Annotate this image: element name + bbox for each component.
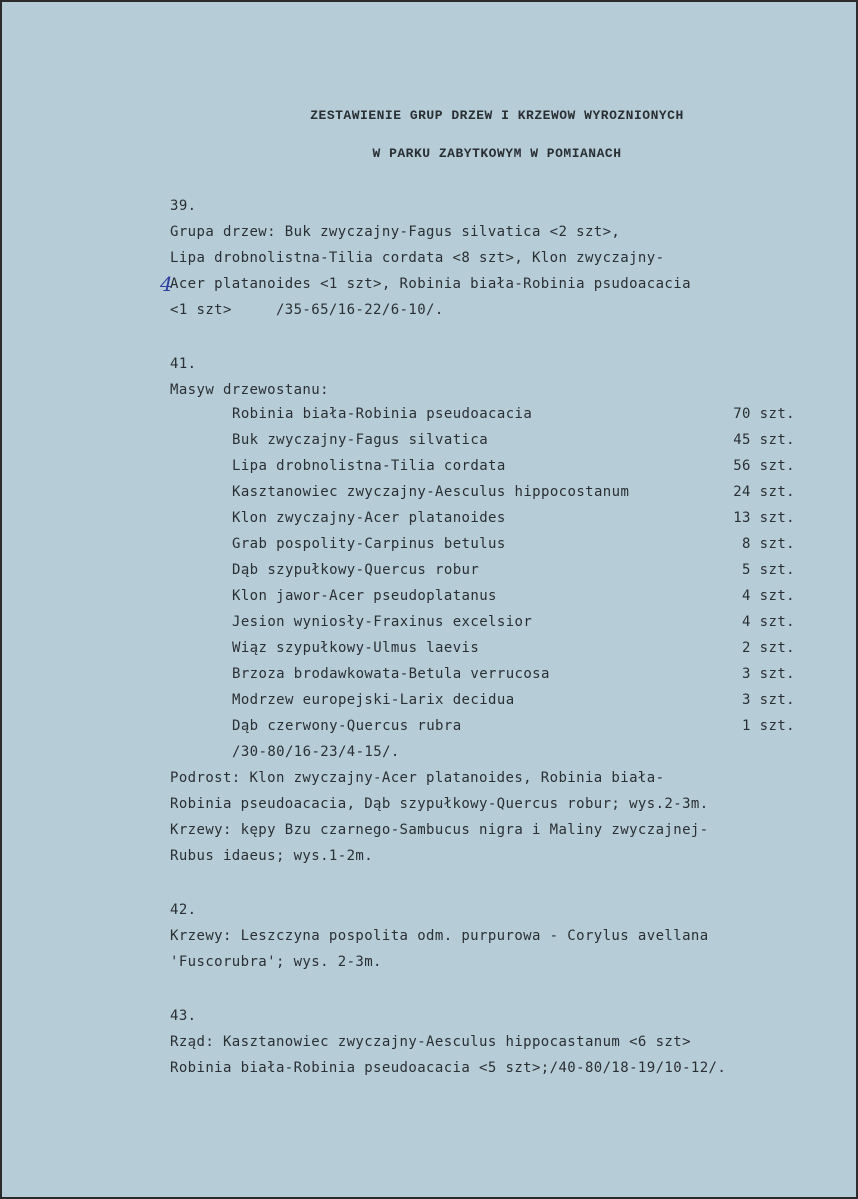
species-name: Jesion wyniosły-Fraxinus excelsior <box>232 614 533 630</box>
section-41-heading: Masyw drzewostanu: <box>170 382 329 398</box>
species-qty: 3 szt. <box>742 666 795 682</box>
species-name: Modrzew europejski-Larix decidua <box>232 692 515 708</box>
document-title-line-2: W PARKU ZABYTKOWYM W POMIANACH <box>372 146 622 161</box>
section-39-line-1: Grupa drzew: Buk zwyczajny-Fagus silvatica <2 szt>, <box>170 224 621 240</box>
species-name: Robinia biała-Robinia pseudoacacia <box>232 406 533 422</box>
species-name: Klon zwyczajny-Acer platanoides <box>232 510 506 526</box>
section-41-line-2: Robinia pseudoacacia, Dąb szypułkowy-Quercus robur; wys.2-3m. <box>170 796 709 812</box>
species-row <box>232 432 795 448</box>
section-41-line-1: Podrost: Klon zwyczajny-Acer platanoides, Robinia biała- <box>170 770 665 786</box>
section-42-line-2: 'Fuscorubra'; wys. 2-3m. <box>170 954 382 970</box>
species-row <box>232 588 795 604</box>
species-row <box>232 458 795 474</box>
species-qty: 2 szt. <box>742 640 795 656</box>
document-title-line-1: ZESTAWIENIE GRUP DRZEW I KRZEWOW WYROZNIONYCH <box>310 108 684 123</box>
species-name: Buk zwyczajny-Fagus silvatica <box>232 432 489 448</box>
species-row <box>232 562 795 578</box>
section-43-line-2: Robinia biała-Robinia pseudoacacia <5 szt>;/40-80/18-19/10-12/. <box>170 1060 727 1076</box>
section-39-line-3: Acer platanoides <1 szt>, Robinia biała-Robinia psudoacacia <box>170 276 691 292</box>
species-row <box>232 406 795 422</box>
section-41-number: 41. <box>170 356 197 372</box>
species-row <box>232 510 795 526</box>
species-row <box>232 666 795 682</box>
species-qty: 24 szt. <box>733 484 795 500</box>
handwritten-mark: 4 <box>160 272 173 296</box>
species-qty: 45 szt. <box>733 432 795 448</box>
species-name: Wiąz szypułkowy-Ulmus laevis <box>232 640 480 656</box>
species-qty: 56 szt. <box>733 458 795 474</box>
species-name: Dąb szypułkowy-Quercus robur <box>232 562 480 578</box>
section-41-line-3: Krzewy: kępy Bzu czarnego-Sambucus nigra i Maliny zwyczajnej- <box>170 822 709 838</box>
species-qty: 13 szt. <box>733 510 795 526</box>
species-name: Brzoza brodawkowata-Betula verrucosa <box>232 666 550 682</box>
species-name: Grab pospolity-Carpinus betulus <box>232 536 506 552</box>
section-41-line-4: Rubus idaeus; wys.1-2m. <box>170 848 374 864</box>
section-43-number: 43. <box>170 1008 197 1024</box>
species-row <box>232 614 795 630</box>
species-name: Lipa drobnolistna-Tilia cordata <box>232 458 506 474</box>
species-qty: 70 szt. <box>733 406 795 422</box>
species-name: Kasztanowiec zwyczajny-Aesculus hippocostanum <box>232 484 630 500</box>
species-qty: 3 szt. <box>742 692 795 708</box>
section-41-dimensions: /30-80/16-23/4-15/. <box>232 744 400 760</box>
species-qty: 8 szt. <box>742 536 795 552</box>
species-row <box>232 640 795 656</box>
species-name: Klon jawor-Acer pseudoplatanus <box>232 588 497 604</box>
section-39-line-2: Lipa drobnolistna-Tilia cordata <8 szt>, Klon zwyczajny- <box>170 250 665 266</box>
species-row <box>232 692 795 708</box>
species-qty: 4 szt. <box>742 614 795 630</box>
section-43-line-1: Rząd: Kasztanowiec zwyczajny-Aesculus hippocastanum <6 szt> <box>170 1034 691 1050</box>
species-row <box>232 536 795 552</box>
species-qty: 5 szt. <box>742 562 795 578</box>
species-name: Dąb czerwony-Quercus rubra <box>232 718 462 734</box>
section-42-number: 42. <box>170 902 197 918</box>
section-39-number: 39. <box>170 198 197 214</box>
section-39-line-4: <1 szt> /35-65/16-22/6-10/. <box>170 302 444 318</box>
species-qty: 4 szt. <box>742 588 795 604</box>
section-42-line-1: Krzewy: Leszczyna pospolita odm. purpurowa - Corylus avellana <box>170 928 709 944</box>
species-row <box>232 484 795 500</box>
species-row <box>232 718 795 734</box>
species-qty: 1 szt. <box>742 718 795 734</box>
